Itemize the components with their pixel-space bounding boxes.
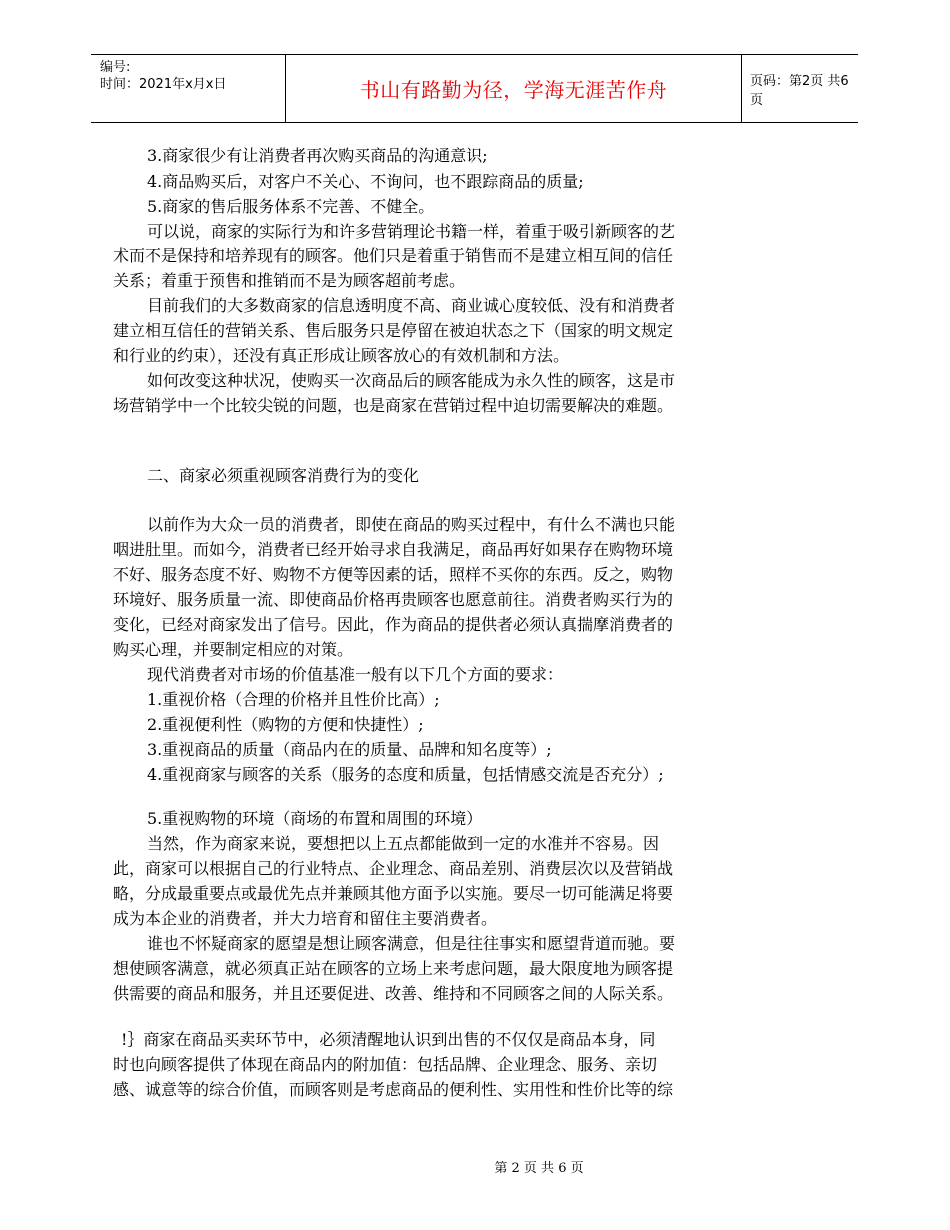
- time-label: 时间：2021年x月x日: [100, 77, 227, 92]
- text-line: 术而不是保持和培养现有的顾客。他们只是着重于销售而不是建立相互间的信任: [113, 246, 674, 265]
- text-line: 咽进肚里。而如今，消费者已经开始寻求自我满足，商品再好如果存在购物环境: [113, 540, 674, 559]
- text-line: 变化，已经对商家发出了信号。因此，作为商品的提供者必须认真揣摩消费者的: [113, 615, 674, 634]
- page-footer: [0, 1157, 950, 1176]
- text-line: 感、诚意等的综合价值，而顾客则是考虑商品的便利性、实用性和性价比等的综: [113, 1080, 674, 1099]
- text-line: 目前我们的大多数商家的信息透明度不高、商业诚心度较低、没有和消费者: [147, 296, 676, 315]
- text-line: 时也向顾客提供了体现在商品内的附加值：包括品牌、企业理念、服务、亲切: [113, 1055, 658, 1074]
- list-item: 1.重视价格（合理的价格并且性价比高）;: [147, 690, 440, 709]
- list-item: 2.重视便利性（购物的方便和快捷性）;: [147, 715, 424, 734]
- footer-page-number: 第 2 页 共 6 页: [494, 1161, 584, 1176]
- page-header: [91, 54, 858, 123]
- text-line: 建立相互信任的营销关系、售后服务只是停留在被迫状态之下（国家的明文规定: [113, 321, 674, 340]
- text-line: !｝商家在商品买卖环节中，必须清醒地认识到出售的不仅仅是商品本身，同: [121, 1030, 656, 1049]
- text-line: 5.商家的售后服务体系不完善、不健全。: [147, 197, 435, 216]
- list-item: 4.重视商家与顾客的关系（服务的态度和质量，包括情感交流是否充分）;: [147, 765, 664, 784]
- text-line: 不好、服务态度不好、购物不方便等因素的话，照样不买你的东西。反之，购物: [113, 565, 674, 584]
- text-line: 和行业的约束），还没有真正形成让顾客放心的有效机制和方法。: [113, 346, 570, 365]
- text-line: 谁也不怀疑商家的愿望是想让顾客满意，但是往往事实和愿望背道而驰。要: [147, 934, 676, 953]
- text-line: 此，商家可以根据自己的行业特点、企业理念、商品差别、消费层次以及营销战: [113, 859, 674, 878]
- text-line: 想使顾客满意，就必须真正站在顾客的立场上来考虑问题，最大限度地为顾客提: [113, 959, 674, 978]
- text-line: 4.商品购买后，对客户不关心、不询问，也不跟踪商品的质量;: [147, 172, 584, 191]
- list-item: 5.重视购物的环境（商场的布置和周围的环境）: [147, 809, 483, 828]
- text-line: 可以说，商家的实际行为和许多营销理论书籍一样，着重于吸引新顾客的艺: [147, 222, 676, 241]
- text-line: 略，分成最重要点或最优先点并兼顾其他方面予以实施。要尽一切可能满足将要: [113, 884, 674, 903]
- page-info: 页码：第2页 共6页: [750, 73, 849, 108]
- text-line: 成为本企业的消费者，并大力培育和留住主要消费者。: [113, 909, 498, 928]
- text-line: 环境好、服务质量一流、即使商品价格再贵顾客也愿意前往。消费者购买行为的: [113, 590, 674, 609]
- text-line: 以前作为大众一员的消费者，即使在商品的购买过程中，有什么不满也只能: [147, 515, 676, 534]
- text-line: 场营销学中一个比较尖锐的问题，也是商家在营销过程中迫切需要解决的难题。: [113, 396, 674, 415]
- number-label: 编号:: [100, 60, 131, 75]
- section-heading: 二、商家必须重视顾客消费行为的变化: [147, 466, 420, 485]
- list-item: 3.重视商品的质量（商品内在的质量、品牌和知名度等）;: [147, 740, 552, 759]
- text-line: 供需要的商品和服务，并且还要促进、改善、维持和不同顾客之间的人际关系。: [113, 984, 674, 1003]
- motto-text: 书山有路勤为径，学海无涯苦作舟: [359, 78, 668, 102]
- text-line: 购买心理，并要制定相应的对策。: [113, 640, 354, 659]
- text-line: 关系；着重于预售和推销而不是为顾客超前考虑。: [113, 271, 466, 290]
- header-meta-cell: [91, 55, 286, 122]
- text-line: 现代消费者对市场的价值基准一般有以下几个方面的要求：: [147, 665, 564, 684]
- header-page-cell: [742, 55, 858, 122]
- text-line: 3.商家很少有让消费者再次购买商品的沟通意识;: [147, 146, 488, 165]
- text-line: 当然，作为商家来说，要想把以上五点都能做到一定的水准并不容易。因: [147, 834, 660, 853]
- header-motto-cell: [286, 55, 742, 122]
- text-line: 如何改变这种状况，使购买一次商品后的顾客能成为永久性的顾客，这是市: [147, 371, 676, 390]
